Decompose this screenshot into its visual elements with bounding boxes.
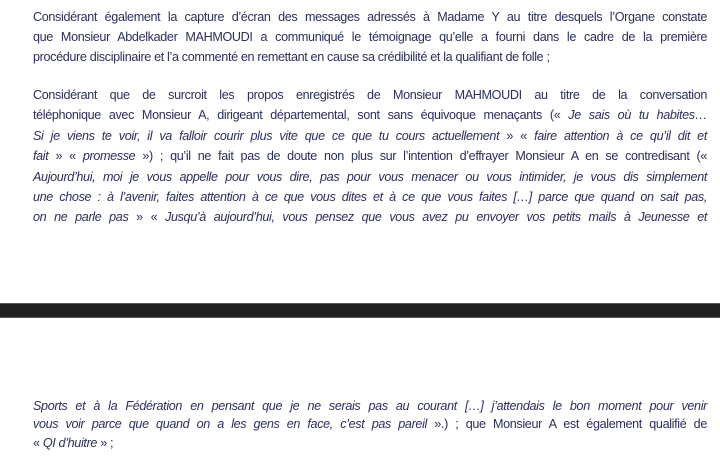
quoted-text: vous voir parce que quand on a les gens en face, c’est pas pareil	[33, 417, 427, 431]
text-line	[33, 189, 707, 205]
body-text: » «	[128, 210, 165, 224]
body-text: » ;	[97, 436, 114, 450]
body-text: » «	[499, 129, 535, 143]
quoted-text: une chose : à l’avenir, faites attention à ce que vous dites et à ce que vous faites […] parce que quand on sait pas,	[33, 190, 707, 204]
body-text: » «	[48, 149, 83, 163]
quoted-text: Aujourd’hui, moi je vous appelle pour vous dire, pas pour vous menacer ou vous intimider, je vous dis simplement	[33, 170, 707, 184]
text-line	[33, 29, 707, 45]
quoted-text: fait	[33, 149, 49, 163]
text-line	[33, 49, 707, 65]
text-line	[33, 128, 707, 144]
body-text: que Monsieur Abdelkader MAHMOUDI a communiqué le témoignage qu’elle a fourni dans le cadre de la première	[33, 30, 707, 44]
text-line	[33, 398, 707, 414]
text-line	[33, 87, 707, 103]
text-line	[33, 435, 707, 451]
body-text: ») ; qu’il ne fait pas de doute non plus sur l’intention d’effrayer Monsieur A en se contredisant («	[135, 149, 708, 163]
text-line	[33, 416, 707, 432]
quoted-text: QI d’huitre	[42, 436, 98, 450]
text-line	[33, 169, 707, 185]
text-line	[33, 148, 707, 164]
text-line	[33, 9, 707, 25]
quoted-text: Sports et à la Fédération en pensant que je ne serais pas au courant […] j’attendais le bon moment pour venir	[33, 399, 707, 413]
quoted-text: Si je viens te voir, il va falloir courir plus vite que ce que tu cours actuellement	[33, 129, 500, 143]
text-line	[33, 209, 707, 225]
body-text: Considérant que de surcroit les propos enregistrés de Monsieur MAHMOUDI au titre de la conversation	[33, 88, 707, 102]
quoted-text: on ne parle pas	[33, 210, 129, 224]
text-line	[33, 107, 707, 123]
quoted-text: faire attention à ce qu’il dit et	[534, 129, 707, 143]
body-text: procédure disciplinaire et l’a commenté en remettant en cause sa crédibilité et la qualifiant de folle ;	[33, 50, 550, 64]
quoted-text: promesse	[82, 149, 136, 163]
quoted-text: Jusqu’à aujourd’hui, vous pensez que vous avez pu envoyer vos petits mails à Jeunesse et	[165, 210, 707, 224]
quoted-text: Je sais où tu habites…	[568, 108, 707, 122]
body-text: Considérant également la capture d’écran des messages adressés à Madame Y au titre desquels l’Organe constate	[33, 10, 707, 24]
page-separator	[0, 303, 720, 318]
body-text: téléphonique avec Monsieur A, dirigeant départemental, sont sans équivoque menaçants («	[33, 108, 569, 122]
body-text: ».) ; que Monsieur A est également qualifié de	[426, 417, 707, 431]
body-text: «	[33, 436, 43, 450]
